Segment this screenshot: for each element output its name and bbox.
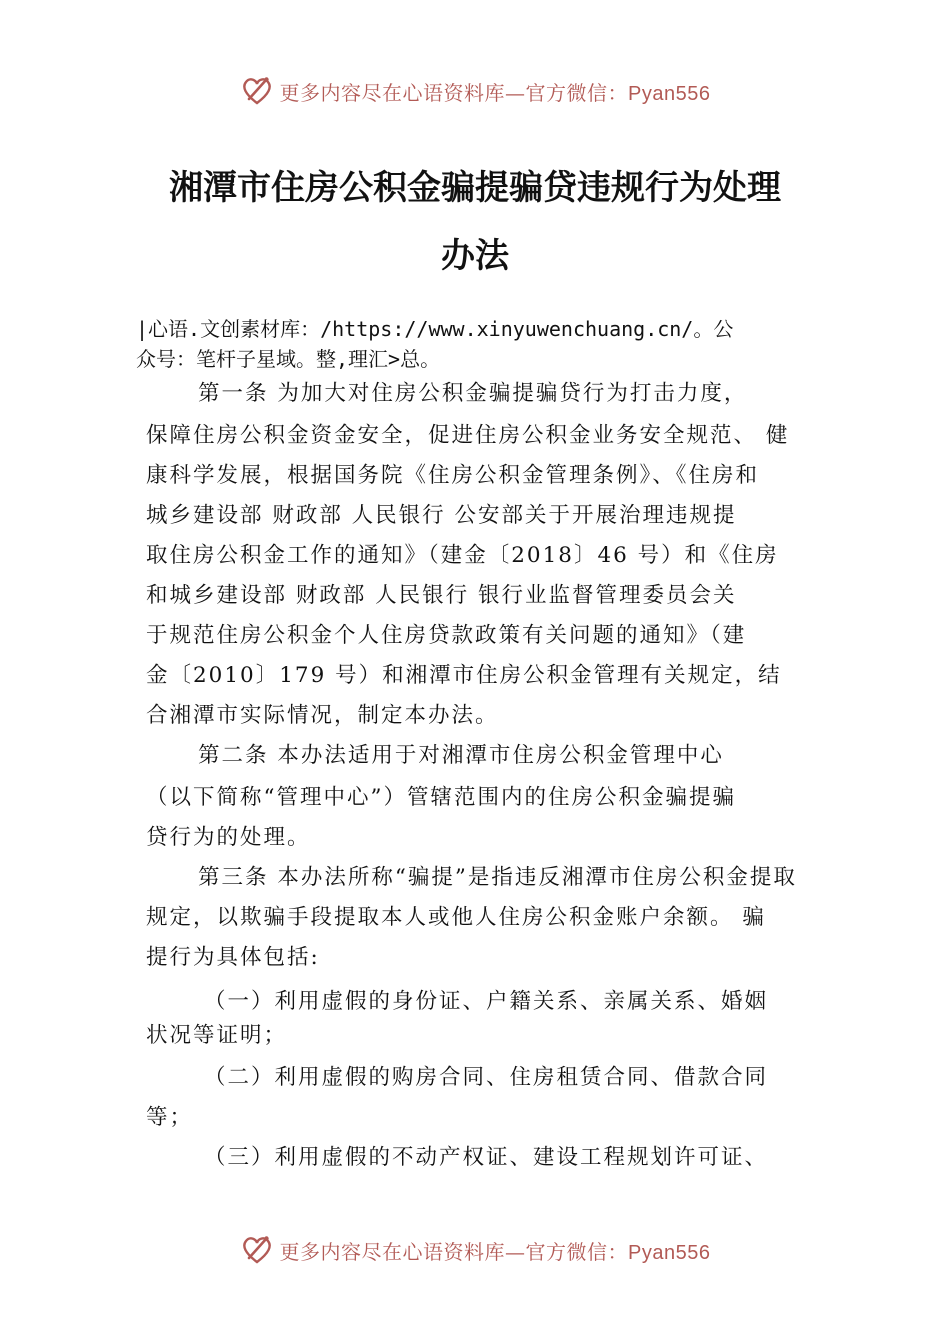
list-item-line: （二）利用虚假的购房合同、住房租赁合同、借款合同 — [204, 1065, 769, 1090]
article-1-line: 第一条 为加大对住房公积金骗提骗贷行为打击力度， — [198, 381, 748, 406]
list-item-line: （一）利用虚假的身份证、户籍关系、亲属关系、婚姻 — [204, 989, 769, 1014]
watermark-text: 更多内容尽在心语资料库—官方微信：Pyan556 — [279, 1239, 711, 1264]
document-title-line-1: 湘潭市住房公积金骗提骗贷违规行为处理 — [169, 168, 781, 208]
heart-pen-logo-icon — [240, 1233, 274, 1267]
watermark-banner-top — [0, 74, 950, 108]
list-item-line: （三）利用虚假的不动产权证、建设工程规划许可证、 — [204, 1145, 769, 1170]
article-1-line: 于规范住房公积金个人住房贷款政策有关问题的通知》（建 — [146, 623, 747, 648]
article-1-line: 保障住房公积金资金安全，促进住房公积金业务安全规范、 健 — [146, 423, 790, 448]
article-1-line: 康科学发展，根据国务院《住房公积金管理条例》、《住房和 — [146, 463, 760, 488]
article-1-line: 金〔2010〕179 号）和湘潭市住房公积金管理有关规定，结 — [146, 663, 782, 688]
watermark-text: 更多内容尽在心语资料库—官方微信：Pyan556 — [279, 80, 711, 105]
wechat-id: Pyan556 — [628, 82, 711, 105]
article-3-line: 规定，以欺骗手段提取本人或他人住房公积金账户余额。 骗 — [146, 905, 766, 930]
source-note-line-1: |心语.文创素材库：/https://www.xinyuwenchuang.cn/。公 — [136, 317, 734, 341]
article-2-line: 贷行为的处理。 — [146, 825, 311, 850]
watermark-banner-bottom — [0, 1233, 950, 1267]
wechat-id: Pyan556 — [628, 1241, 711, 1264]
list-item-line: 等； — [146, 1105, 194, 1130]
article-1-line: 和城乡建设部 财政部 人民银行 银行业监督管理委员会关 — [146, 583, 737, 608]
list-item-line: 状况等证明； — [146, 1023, 288, 1048]
article-1-line: 取住房公积金工作的通知》（建金〔2018〕46 号）和《住房 — [146, 543, 779, 568]
article-3-line: 第三条 本办法所称“骗提”是指违反湘潭市住房公积金提取 — [198, 865, 797, 890]
article-2-line: 第二条 本办法适用于对湘潭市住房公积金管理中心 — [198, 743, 724, 768]
document-title-line-2: 办法 — [441, 236, 509, 276]
article-1-line: 合湘潭市实际情况，制定本办法。 — [146, 703, 499, 728]
heart-pen-logo-icon — [240, 74, 274, 108]
article-1-line: 城乡建设部 财政部 人民银行 公安部关于开展治理违规提 — [146, 503, 737, 528]
source-note-line-2: 众号：笔杆子星域。整,理汇>总。 — [136, 347, 441, 371]
article-3-line: 提行为具体包括: — [146, 945, 320, 970]
article-2-line: （以下简称“管理中心”）管辖范围内的住房公积金骗提骗 — [146, 785, 736, 810]
